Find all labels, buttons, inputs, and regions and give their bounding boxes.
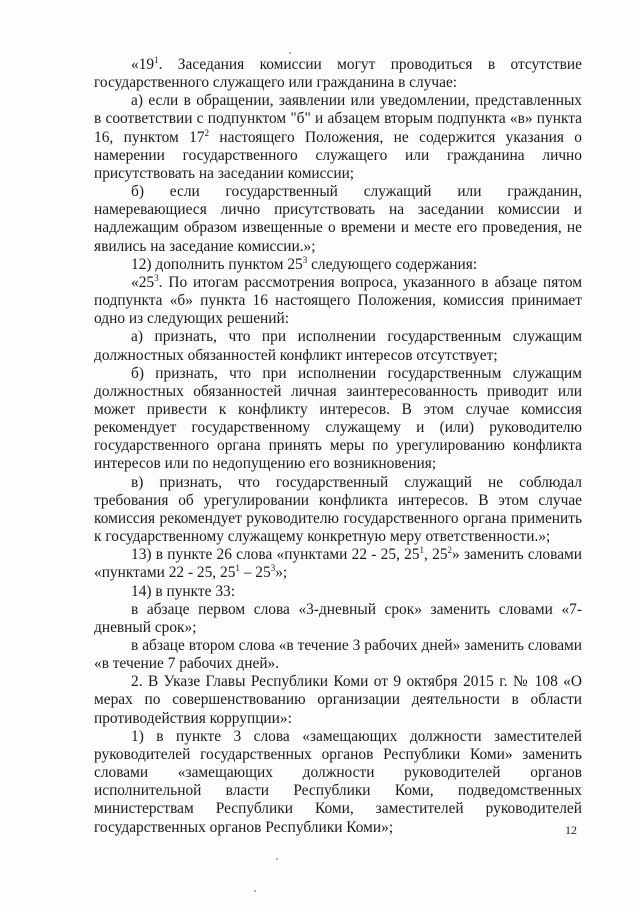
paragraph [94, 546, 582, 582]
superscript: 3 [154, 272, 159, 283]
paragraph [94, 274, 582, 328]
paragraph-text: а) если в обращении, заявлении или уведомлении, представленных в соответствии с подпунктом "б" и абзацем вторым подпункта «в» пункта 16, пунктом 17 [94, 92, 582, 146]
superscript: 3 [302, 254, 308, 265]
paragraph [94, 56, 582, 92]
paragraph-text: б) если государственный служащий или гражданин, намеревающиеся лично присутствовать на заседании комиссии и надлежащим образом извещенные о времени и месте его проведения, не явились на заседание комиссии.»; [94, 183, 582, 255]
superscript: 1 [419, 545, 425, 556]
paragraph [94, 365, 582, 474]
superscript: 1 [235, 563, 240, 574]
paragraph [94, 583, 582, 601]
paragraph-text: «19 [131, 56, 155, 73]
paragraph [94, 256, 582, 274]
document-body [94, 56, 582, 837]
paragraph-text: б) признать, что при исполнении государственным служащим должностных обязанностей личная заинтересованность приводит или может привести к конфликту интересов. В этом случае комиссия рекомендует государственному служащему и (или) руководителю государственного органа принять меры по урегулированию конфликта интересов или по недопущению его возникновения; [94, 364, 582, 473]
paragraph-text: в абзаце первом слова «3-дневный срок» заменить словами «7-дневный срок»; [94, 600, 582, 636]
paragraph-text: а) признать, что при исполнении государственным служащим должностных обязанностей конфликт интересов отсутствует; [94, 328, 582, 364]
paragraph [94, 474, 582, 547]
paragraph-text: 13) в пункте 26 слова «пунктами 22 - 25, 25 [131, 546, 420, 564]
paragraph-text: в абзаце втором слова «в течение 3 рабочих дней» заменить словами «в течение 7 рабочих дней». [94, 637, 582, 673]
paragraph-text: в) признать, что государственный служащий не соблюдал требования об урегулировании конфликта интересов. В этом случае комиссия рекомендует руководителю государственного органа применить к государственному служащему конкретную меру ответственности.»; [94, 473, 582, 546]
paragraph [94, 601, 582, 637]
paragraph-text: , 25 [424, 546, 448, 564]
paragraph-text: 12) дополнить пунктом 25 [131, 255, 303, 273]
superscript: 3 [270, 563, 276, 574]
superscript: 2 [204, 127, 210, 138]
paragraph-text: 1) в пункте 3 слова «замещающих должности заместителей руководителей государственных органов Республики Коми» заменить словами «замещающих должности руководителей органов исполнительной власти Республики Коми, подведомственных министерствам Республики Коми, заместителей руководителей государственных органов Республики Коми»; [94, 727, 582, 836]
paragraph-text: . По итогам рассмотрения вопроса, указанного в абзаце пятом подпункта «б» пункта 16 настоящего Положения, комиссия принимает одно из следующих решений: [94, 273, 582, 328]
paragraph [94, 728, 582, 837]
paragraph-text: – 25 [239, 564, 271, 582]
paragraph-text: следующего содержания: [307, 255, 478, 273]
superscript: 1 [154, 55, 159, 65]
paragraph-text: 2. В Указе Главы Республики Коми от 9 октября 2015 г. № 108 «О мерах по совершенствованию организации деятельности в области противодействия коррупции»: [94, 673, 582, 727]
page-number: 12 [565, 823, 577, 837]
paragraph-text: настоящего Положения, не содержится указания о намерении государственного служащего или гражданина лично присутствовать на заседании комиссии; [94, 128, 582, 182]
paragraph [94, 673, 582, 727]
paragraph [94, 92, 582, 183]
paragraph-text: »; [275, 564, 288, 582]
paragraph-text: «25 [131, 273, 155, 291]
paragraph [94, 637, 582, 673]
scan-speck [254, 890, 256, 892]
paragraph [94, 328, 582, 364]
scan-speck [276, 858, 278, 860]
paragraph [94, 183, 582, 256]
paragraph-text: » заменить словами «пунктами 22 - 25, 25 [94, 546, 583, 582]
paragraph-text: 14) в пункте 33: [131, 582, 235, 600]
scan-speck [289, 52, 291, 54]
superscript: 2 [447, 545, 453, 556]
paragraph-text: . Заседания комиссии могут проводиться в отсутствие государственного служащего или гражданина в случае: [94, 56, 582, 92]
